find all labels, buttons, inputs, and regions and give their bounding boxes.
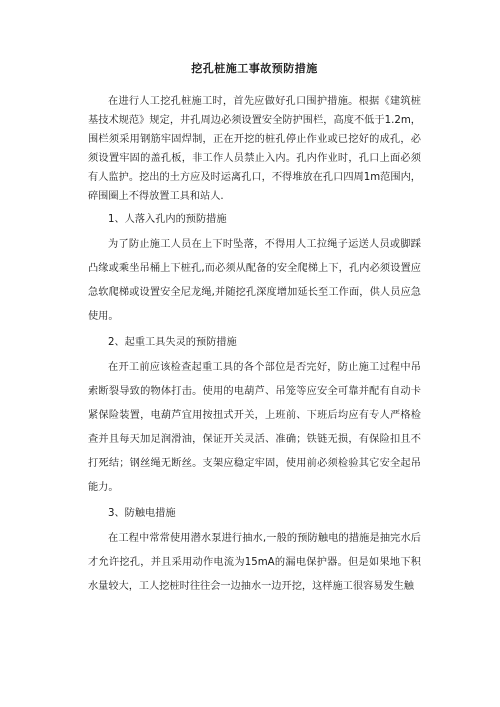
document-page bbox=[88, 60, 421, 599]
section-heading-1: 1、人落入孔内的预防措施 bbox=[108, 214, 227, 225]
section-body-3: 在工程中常常使用潜水泵进行抽水,一般的预防触电的措施是抽完水后才允许挖孔，并且采用动作电流为15mA的漏电保护器。但是如果地下积水量较大，工人挖桩时往往会一边抽水一边开挖，这样施工很容易发生触 bbox=[88, 533, 421, 592]
intro-paragraph: 在进行人工挖孔桩施工时，首先应做好孔口围护措施。根据《建筑桩基技术规范》规定，井孔周边必须设置安全防护围栏，高度不低于1.2m，围栏须采用钢筋牢固焊制，正在开挖的桩孔停止作业或已挖好的成孔，必须设置牢固的盖孔板，非工作人员禁止入内。孔内作业时，孔口上面必须有人监护。挖出的土方应及时运离孔口，不得堆放在孔口四周1m范围内，碎围圈上不得放置工具和站人. bbox=[88, 96, 421, 202]
section-heading-2: 2、起重工具失灵的预防措施 bbox=[108, 337, 237, 348]
section-heading-3: 3、防触电措施 bbox=[108, 508, 176, 519]
section-body-1: 为了防止施工人员在上下时坠落，不得用人工拉绳子运送人员或脚踩凸缘或乘坐吊桶上下桩孔,而必须从配备的安全爬梯上下，孔内必须设置应急软爬梯或设置安全尼龙绳,并随挖孔深度增加延长至工作面，供人员应急使用。 bbox=[88, 239, 421, 322]
section-body-2: 在开工前应该检查起重工具的各个部位是否完好，防止施工过程中吊索断裂导致的物体打击。使用的电葫芦、吊笼等应安全可靠并配有自动卡紧保险装置，电葫芦宜用按扭式开关，上班前、下班后均应有专人严格检查并且每天加足润滑油，保证开关灵活、准确；铁链无损，有保险扣且不打死结；钢丝绳无断丝。支架应稳定牢固，使用前必须检验其它安全起吊能力。 bbox=[88, 362, 421, 493]
document-title: 挖孔桩施工事故预防措施 bbox=[191, 62, 318, 75]
